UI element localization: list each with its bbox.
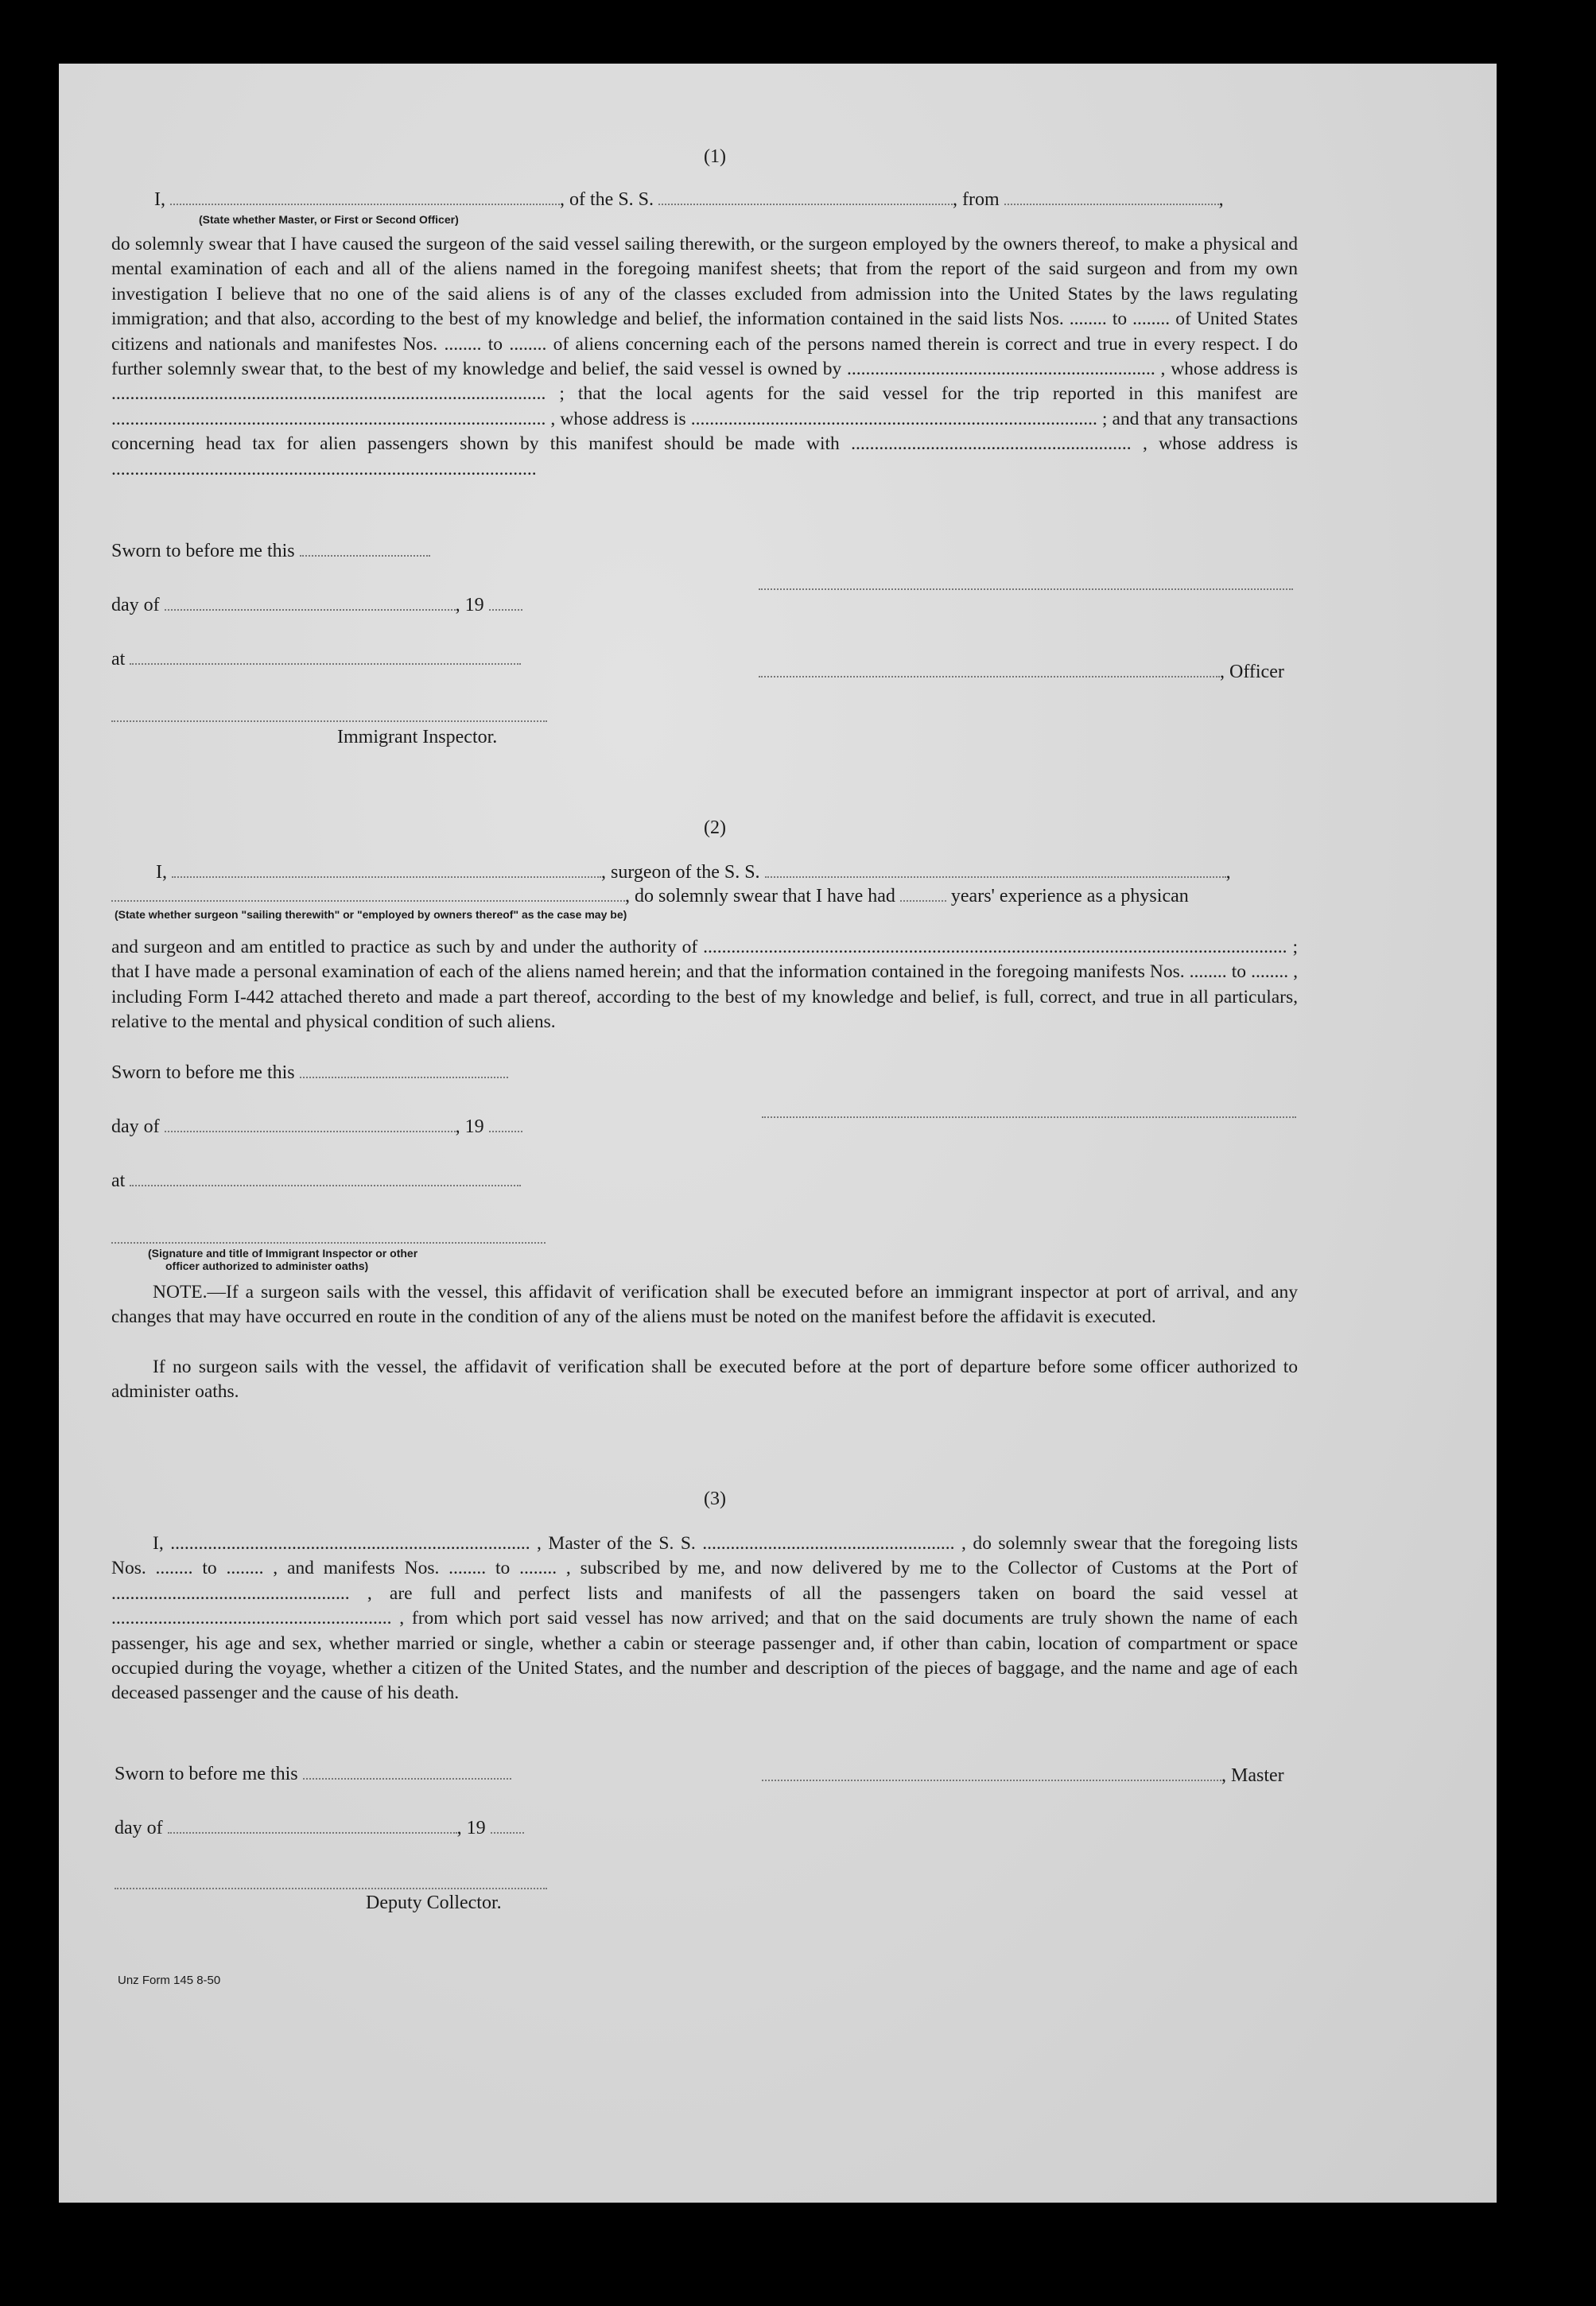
s1-officer <box>759 662 1284 683</box>
s2-surgeon-note: (State whether surgeon "sailing therewith" or "employed by owners thereof" as the case may be) <box>115 908 627 921</box>
section-2-number: (2) <box>704 817 726 838</box>
s2-year-label: , 19 <box>455 1116 484 1137</box>
s2-inspector-line[interactable] <box>111 1242 546 1244</box>
s2-status-blank[interactable] <box>111 899 625 902</box>
s1-day-blank[interactable] <box>165 608 456 611</box>
s2-swear: , do solemnly swear that I have had <box>625 886 895 906</box>
s3-sworn <box>115 1764 511 1785</box>
s3-day-blank[interactable] <box>168 1831 457 1834</box>
s2-note-2 <box>111 1355 1298 1405</box>
s2-oath-text: and surgeon and am entitled to practice as such by and under the authority of ............................................................................................................................. ; that I have made a personal examination of each of the aliens named herein; and that the information contained in the foregoing manifests Nos. ........ to ........ , including Form I-442 attached thereto and made a part thereof, according to the best of my knowledge and belief, is full, correct, and true in all particulars, relative to the mental and physical condition of such aliens. <box>111 937 1298 1033</box>
s2-at <box>111 1170 521 1192</box>
s2-comma: , <box>1225 862 1231 883</box>
s1-sworn-label: Sworn to before me this <box>111 541 295 561</box>
s1-day-of <box>111 595 522 616</box>
s3-master-sig-blank[interactable] <box>762 1779 1221 1781</box>
s2-sig-note-2: officer authorized to administer oaths) <box>165 1260 369 1272</box>
s2-sig-note-1: (Signature and title of Immigrant Inspector or other <box>148 1247 418 1260</box>
s1-at-label: at <box>111 649 126 670</box>
s1-sworn <box>111 541 430 562</box>
s1-year-label: , 19 <box>455 595 484 615</box>
s3-master <box>762 1765 1284 1787</box>
s1-inspector-title: Immigrant Inspector. <box>337 727 498 747</box>
s3-master-label: , Master <box>1221 1765 1284 1786</box>
s2-at-blank[interactable] <box>130 1184 521 1186</box>
s3-day-of-label: day of <box>115 1818 163 1838</box>
s3-sworn-blank[interactable] <box>303 1777 511 1780</box>
s3-collector-title: Deputy Collector. <box>366 1893 502 1913</box>
s3-year-blank[interactable] <box>491 1831 524 1834</box>
s3-collector-line[interactable] <box>115 1888 547 1889</box>
s2-surgeon-of: , surgeon of the S. S. <box>601 862 760 883</box>
s1-officer-sig-blank[interactable] <box>759 675 1220 677</box>
s2-surgeon-blank[interactable] <box>172 875 601 878</box>
s2-note-1-text: NOTE.—If a surgeon sails with the vessel, this affidavit of verification shall be executed before an immigrant inspector at port of arrival, and any changes that may have occurred en route in the condition of any of the aliens must be noted on the manifest before the affidavit is executed. <box>111 1282 1298 1328</box>
s2-i: I, <box>156 862 167 883</box>
s2-second-line <box>111 886 1189 907</box>
s1-of-ss: , of the S. S. <box>560 189 654 210</box>
s2-signature-line[interactable] <box>762 1116 1296 1118</box>
s2-first-line <box>156 862 1231 883</box>
s3-oath-text <box>111 1532 1298 1706</box>
s2-note-1 <box>111 1280 1298 1330</box>
s1-master-note: (State whether Master, or First or Second Officer) <box>199 213 459 226</box>
s3-year-label: , 19 <box>456 1818 486 1838</box>
s2-vessel-blank[interactable] <box>765 875 1226 878</box>
s1-comma: , <box>1218 189 1224 210</box>
s1-vessel-blank[interactable] <box>658 203 953 205</box>
s1-inspector-line[interactable] <box>111 720 547 722</box>
form-page <box>59 64 1497 2203</box>
s2-years-blank[interactable] <box>900 899 946 902</box>
s3-day-of <box>115 1818 524 1839</box>
s1-at <box>111 649 521 670</box>
s2-sworn-blank[interactable] <box>300 1076 508 1078</box>
s2-day-blank[interactable] <box>165 1130 456 1132</box>
s1-day-of-label: day of <box>111 595 160 615</box>
s1-at-blank[interactable] <box>130 662 521 665</box>
s1-sworn-blank[interactable] <box>300 554 430 557</box>
form-identifier: Unz Form 145 8-50 <box>118 1974 221 1987</box>
s1-port-blank[interactable] <box>1004 203 1219 205</box>
s1-oath-text: do solemnly swear that I have caused the surgeon of the said vessel sailing therewith, or the surgeon employed by the owners thereof, to make a physical and mental examination of each and all of the aliens named in the foregoing manifest sheets; that from the report of the said surgeon and from my own investigation I believe that no one of the said aliens is of any of the classes excluded from admission into the United States by the laws regulating immigration; and that also, according to the best of my knowledge and belief, the information contained in the said lists Nos. ........ to ........ of United States citizens and nationals and manifestes Nos. ........ to ........ of aliens concerning each of the persons named therein is correct and true in every respect. I do further solemnly swear that, to the best of my knowledge and belief, the said vessel is owned by .................................................................. , whose address is ............................................................................................. ; that the local agents for the said vessel for the trip reported in this manifest are ............................................................................................. , whose address is ....................................................................................... ; and that any transactions concerning head tax for alien passengers shown by this manifest should be made with ............................................................ , whose address is ........................................................................................... <box>111 234 1298 479</box>
section-3-number: (3) <box>704 1489 726 1509</box>
s1-i: I, <box>154 189 165 210</box>
s2-note-2-text: If no surgeon sails with the vessel, the affidavit of verification shall be executed before at the port of departure before some officer authorized to administer oaths. <box>111 1357 1298 1403</box>
s2-sworn <box>111 1062 508 1084</box>
s2-sworn-label: Sworn to before me this <box>111 1062 295 1083</box>
s2-year-blank[interactable] <box>489 1130 522 1132</box>
s2-years: years' experience as a physican <box>950 886 1189 906</box>
s1-signature-line[interactable] <box>759 588 1293 590</box>
s1-officer-blank[interactable] <box>170 203 560 205</box>
s2-day-of-label: day of <box>111 1116 160 1137</box>
s2-day-of <box>111 1116 522 1138</box>
s3-oath-body: I, ............................................................................. , Master of the S. S. ...................................................... , do solemnly swear that the foregoing lists Nos. ........ to ........ , and manifests Nos. ........ to ........ , subscribed by me, and now delivered by me to the Collector of Customs at the Port of ................................................... , are full and perfect lists and manifests of all the passengers taken on board the said vessel at ............................................................ , from which port said vessel has now arrived; and that on the said documents are truly shown the name of each passenger, his age and sex, whether married or single, whether a cabin or steerage passenger and, if other than cabin, location of compartment or space occupied during the voyage, whether a citizen of the United States, and the number and description of the pieces of baggage, and the name and age of each deceased passenger and the cause of his death. <box>111 1533 1298 1704</box>
section-1-number: (1) <box>704 146 726 167</box>
s1-from: , from <box>953 189 1000 210</box>
s2-at-label: at <box>111 1170 126 1191</box>
s1-year-blank[interactable] <box>489 608 522 611</box>
s1-officer-label: , Officer <box>1220 662 1284 682</box>
s3-sworn-label: Sworn to before me this <box>115 1764 298 1784</box>
s1-first-line <box>154 189 1224 211</box>
